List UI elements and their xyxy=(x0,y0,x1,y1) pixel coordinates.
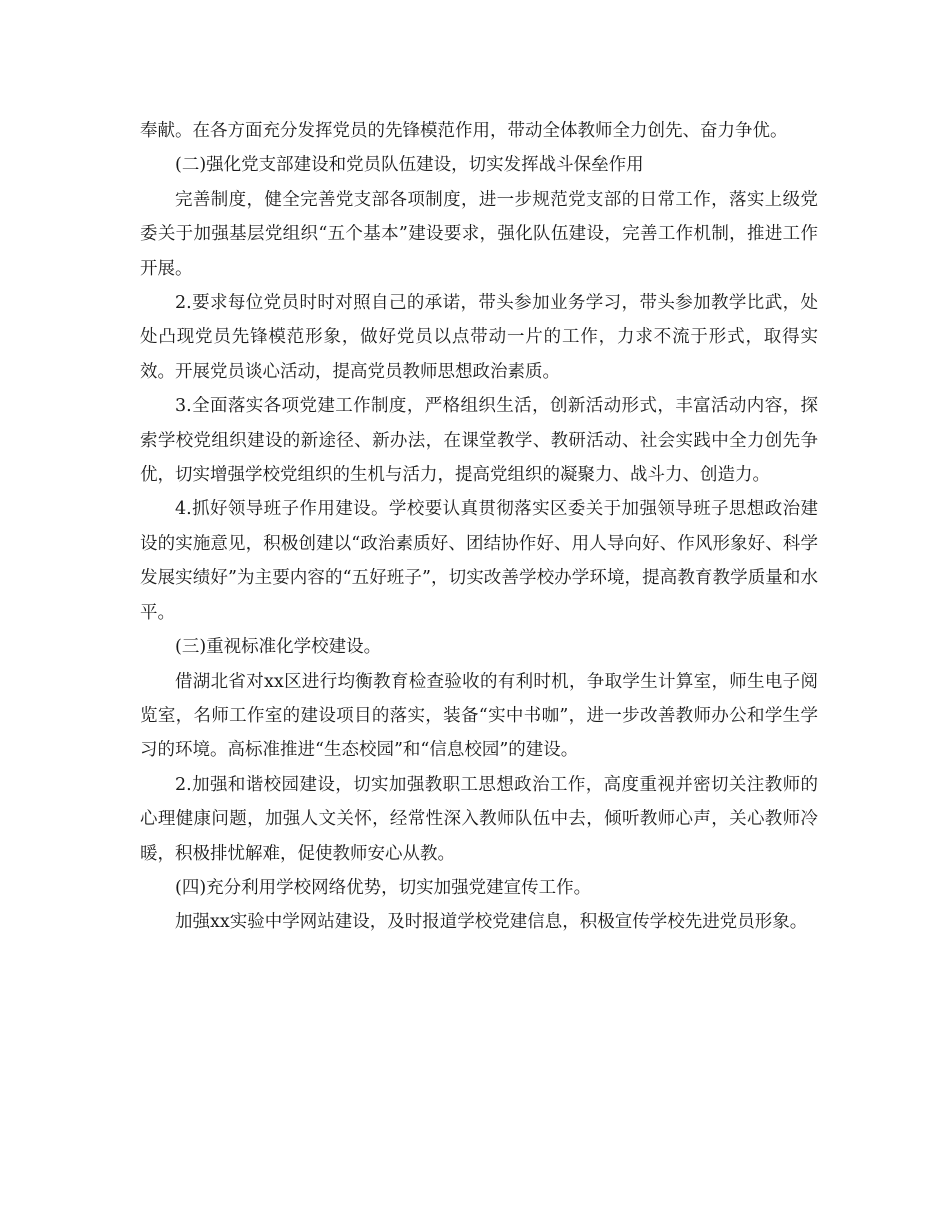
paragraph-standardization: 借湖北省对xx区进行均衡教育检查验收的有利时机，争取学生计算室，师生电子阅览室，名师工作室的建设项目的落实，装备“实中书咖”，进一步改善教师办公和学生学习的环境。高标准推进“生态校园”和“信息校园”的建设。 xyxy=(140,671,818,761)
paragraph-website: 加强xx实验中学网站建设，及时报道学校党建信息，积极宣传学校先进党员形象。 xyxy=(175,912,808,933)
paragraph-item-2: 2.要求每位党员时时对照自己的承诺，带头参加业务学习，带头参加教学比武，处处凸现党员先锋模范形象，做好党员以点带动一片的工作，力求不流于形式，取得实效。开展党员谈心活动，提高党员教师思想政治素质。 xyxy=(140,293,818,382)
paragraph-system-building: 完善制度，健全完善党支部各项制度，进一步规范党支部的日常工作，落实上级党委关于加强基层党组织“五个基本”建设要求，强化队伍建设，完善工作机制，推进工作开展。 xyxy=(140,189,818,279)
paragraph-continuation: 奉献。在各方面充分发挥党员的先锋模范作用，带动全体教师全力创先、奋力争优。 xyxy=(140,121,788,141)
document-body xyxy=(140,114,818,940)
section-heading-2: (二)强化党支部建设和党员队伍建设，切实发挥战斗保垒作用 xyxy=(175,155,644,176)
paragraph-harmonious-campus: 2.加强和谐校园建设，切实加强教职工思想政治工作，高度重视并密切关注教师的心理健康问题，加强人文关怀，经常性深入教师队伍中去，倾听教师心声，关心教师冷暖，积极排忧解难，促使教师安心从教。 xyxy=(140,774,818,864)
paragraph-item-4: 4.抓好领导班子作用建设。学校要认真贯彻落实区委关于加强领导班子思想政治建设的实施意见，积极创建以“政治素质好、团结协作好、用人导向好、作风形象好、科学发展实绩好”为主要内容的“五好班子”，切实改善学校办学环境，提高教育教学质量和水平。 xyxy=(140,499,818,623)
section-heading-4: (四)充分利用学校网络优势，切实加强党建宣传工作。 xyxy=(175,877,592,898)
paragraph-item-3: 3.全面落实各项党建工作制度，严格组织生活，创新活动形式，丰富活动内容，探索学校党组织建设的新途径、新办法，在课堂教学、教研活动、社会实践中全力创先争优，切实增强学校党组织的生机与活力，提高党组织的凝聚力、战斗力、创造力。 xyxy=(140,396,818,486)
section-heading-3: (三)重视标准化学校建设。 xyxy=(175,637,382,658)
